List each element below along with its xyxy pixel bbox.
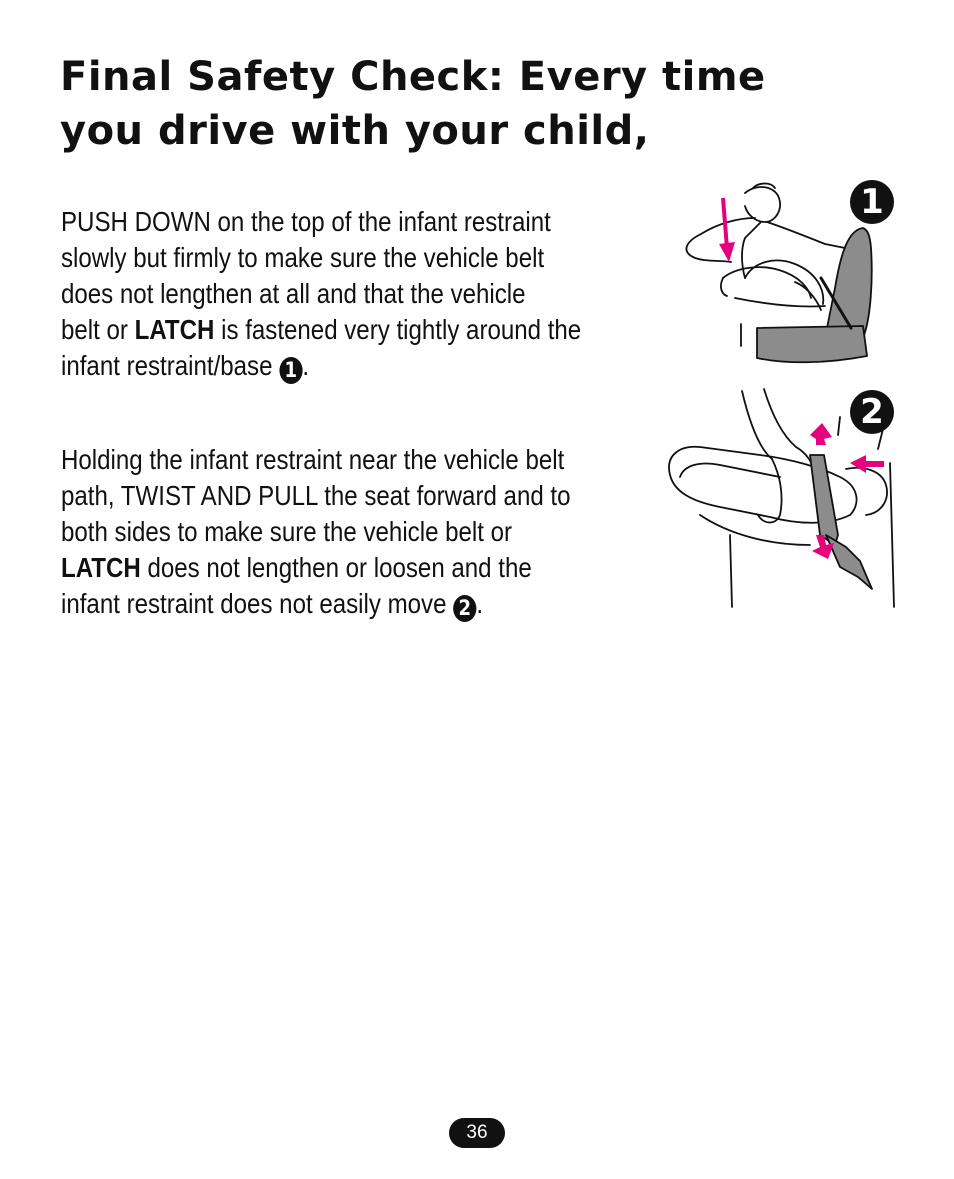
figure-2-number: 2 — [850, 390, 894, 434]
twist-pull-instruction — [61, 442, 577, 622]
para1-line-1: PUSH DOWN on the top of the infant restraint — [61, 206, 551, 237]
para1-line-2: slowly but firmly to make sure the vehicle belt — [61, 242, 545, 273]
para1-line-4 — [61, 312, 582, 348]
twist-pull-illustration — [660, 385, 905, 615]
para1-line-4-start: belt or — [61, 314, 135, 345]
push-down-instruction — [61, 204, 582, 384]
latch-term: LATCH — [61, 552, 141, 583]
para1-line-3: does not lengthen at all and that the vehicle — [61, 278, 526, 309]
para2-line-5-text: infant restraint does not easily move — [61, 588, 454, 619]
para2-line-5 — [61, 586, 577, 622]
page-title — [60, 50, 820, 158]
push-down-illustration — [675, 178, 880, 373]
para1-line-5 — [61, 348, 577, 384]
para2-line-4-end: does not lengthen or loosen and the — [140, 552, 532, 583]
title-line-2: you drive with your child, — [60, 108, 650, 154]
figure-1-reference: 1 — [279, 357, 302, 384]
para2-line-2: path, TWIST AND PULL the seat forward and to — [61, 480, 571, 511]
para2-line-4 — [61, 550, 577, 586]
para1-line-4-end: is fastened very tightly around the — [214, 314, 582, 345]
para2-period: . — [476, 588, 484, 619]
figure-1-number: 1 — [850, 180, 894, 224]
latch-term: LATCH — [134, 314, 215, 345]
title-line-1: Final Safety Check: Every time — [60, 54, 766, 100]
para2-line-1: Holding the infant restraint near the vehicle belt — [61, 444, 565, 475]
figure-2-reference: 2 — [453, 595, 476, 622]
page-number: 36 — [449, 1118, 505, 1148]
para1-line-5-text: infant restraint/base — [61, 350, 280, 381]
para2-line-3: both sides to make sure the vehicle belt or — [61, 516, 513, 547]
para1-period: . — [302, 350, 310, 381]
